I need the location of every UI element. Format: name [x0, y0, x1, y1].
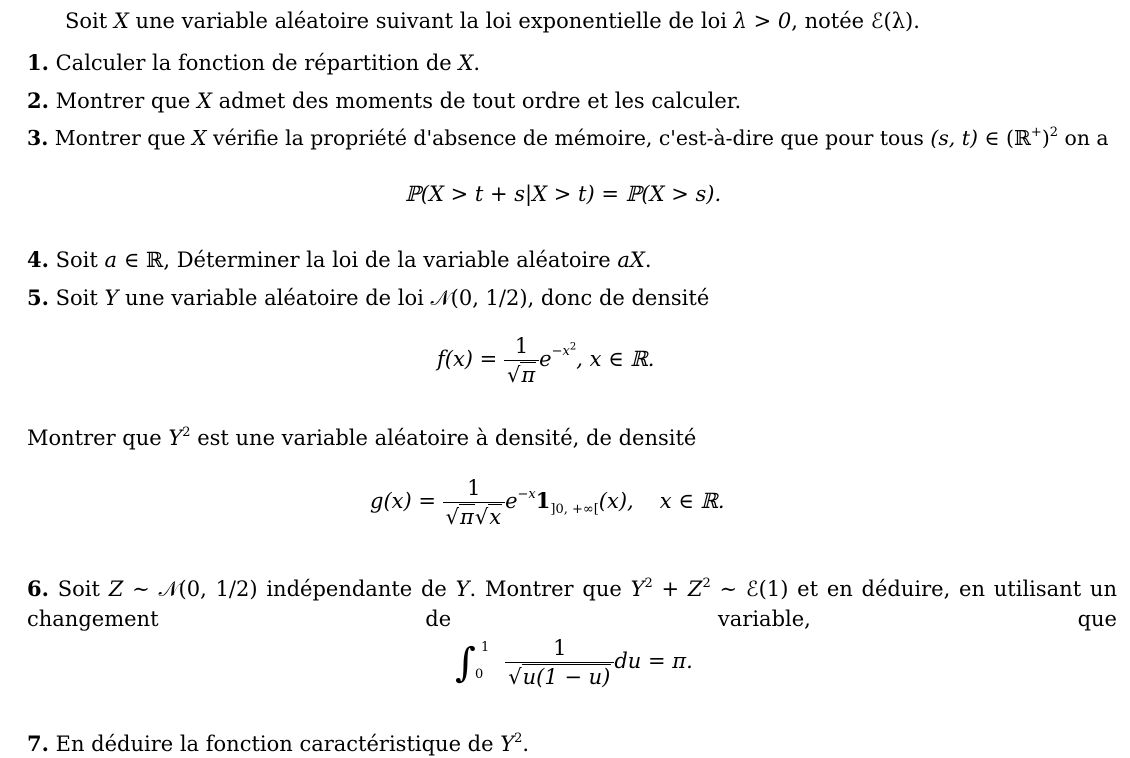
- question-3-number: 3.: [27, 126, 49, 150]
- question-3-text-3: on a: [1058, 126, 1109, 150]
- question-4-text-1: Soit: [48, 248, 105, 272]
- pair-s-t: (s, t): [930, 126, 978, 150]
- sqrt-icon: √: [506, 363, 521, 388]
- intro-text-2: une variable aléatoire suivant la loi exponentielle de loi: [128, 9, 734, 33]
- question-6-text-3: . Montrer que: [469, 577, 631, 601]
- density-g-formula: [370, 476, 725, 529]
- question-5: [27, 287, 709, 309]
- indicator-symbol: 1: [535, 488, 551, 514]
- memoryless-formula: [405, 184, 721, 205]
- question-1-end: .: [473, 51, 481, 75]
- indicator-interval: ]0, +∞[: [550, 502, 599, 518]
- g-domain: x ∈ ℝ.: [659, 489, 725, 514]
- var-ax: aX: [617, 248, 645, 272]
- var-x: X: [192, 126, 207, 150]
- integral-den-expression: u(1 − u): [522, 665, 611, 690]
- f-exponent-square: 2: [569, 341, 577, 353]
- question-6-text-4: et en déduire, en utilisant un changement de variable, que: [27, 577, 1117, 631]
- f-exponent: −x: [551, 344, 570, 360]
- z-square-exponent: 2: [702, 576, 711, 591]
- question-6-text-2: ∼ 𝒩(0, 1/2) indépendante de: [123, 577, 456, 601]
- normal-law: 𝒩(0, 1/2): [430, 286, 528, 310]
- memoryless-equation: ℙ(X > t + s|X > t) = ℙ(X > s).: [405, 182, 722, 206]
- plus-superscript: +: [1030, 125, 1042, 140]
- question-2-text-2: admet des moments de tout ordre et les calculer.: [211, 89, 742, 113]
- integral-upper-bound: 1: [481, 639, 490, 655]
- plus-sign: +: [652, 577, 688, 601]
- y-square-exponent: 2: [514, 731, 523, 746]
- question-1-text: Calculer la fonction de répartition de: [48, 51, 459, 75]
- var-z: Z: [687, 577, 703, 601]
- g-lhs: g(x) =: [370, 489, 436, 514]
- var-y: Y: [500, 732, 515, 756]
- var-y: Y: [630, 577, 645, 601]
- var-y: Y: [168, 426, 183, 450]
- question-3-text-2: vérifie la propriété d'absence de mémoire, c'est-à-dire que pour tous: [206, 126, 931, 150]
- question-7: [27, 733, 529, 755]
- question-5-text-3: , donc de densité: [527, 286, 710, 310]
- g-exponent: −x: [517, 487, 536, 503]
- integral-symbol: ∫: [455, 639, 476, 686]
- var-y: Y: [455, 577, 470, 601]
- intro-line: [65, 11, 920, 32]
- g-den-x: x: [489, 505, 502, 530]
- g-denominator: [443, 503, 505, 529]
- exponential-law: ℰ(λ): [870, 9, 914, 33]
- integral-denominator: [505, 663, 614, 689]
- var-x: X: [113, 9, 129, 33]
- question-5-text-2: une variable aléatoire de loi: [118, 286, 431, 310]
- sqrt-icon: √: [474, 505, 489, 530]
- question-7-end: .: [522, 732, 530, 756]
- y-square-exponent: 2: [182, 425, 191, 440]
- f-exp-base: e: [539, 347, 552, 372]
- question-4-text-2: ∈ ℝ, Déterminer la loi de la variable aléatoire: [117, 248, 618, 272]
- intro-text-1: Soit: [65, 9, 114, 33]
- g-argument: (x),: [598, 489, 634, 514]
- question-4: [27, 249, 652, 271]
- question-3: [27, 125, 1109, 150]
- f-fraction: [504, 334, 539, 387]
- f-denominator: [504, 361, 539, 387]
- sqrt-icon: √: [508, 665, 522, 690]
- question-6-number: 6.: [27, 576, 49, 601]
- question-5-number: 5.: [27, 285, 49, 310]
- sqrt-icon: √: [445, 505, 460, 530]
- show-text-2: est une variable aléatoire à densité, de densité: [190, 426, 697, 450]
- var-y: Y: [104, 286, 119, 310]
- sum-law: ∼ ℰ(1): [710, 577, 789, 601]
- show-text-1: Montrer que: [27, 426, 169, 450]
- question-2: [27, 90, 741, 112]
- var-x: X: [196, 89, 212, 113]
- question-1: [27, 52, 480, 74]
- var-a: a: [104, 248, 118, 272]
- g-numerator: 1: [443, 476, 505, 503]
- question-4-end: .: [644, 248, 652, 272]
- integral-icon: [455, 639, 490, 686]
- question-2-number: 2.: [27, 88, 49, 113]
- question-3-text-1: Montrer que: [48, 126, 193, 150]
- square-exponent: 2: [1049, 125, 1059, 140]
- g-den-pi: π: [460, 505, 474, 530]
- question-4-number: 4.: [27, 247, 49, 272]
- density-f-formula: [437, 334, 654, 387]
- g-exp-base: e: [505, 489, 518, 514]
- question-7-text: En déduire la fonction caractéristique de: [48, 732, 501, 756]
- integral-fraction: [505, 636, 614, 689]
- set-r: ∈ (ℝ: [977, 126, 1031, 150]
- intro-text-3: , notée: [791, 9, 871, 33]
- question-5-text-1: Soit: [48, 286, 105, 310]
- integral-lower-bound: 0: [475, 666, 484, 682]
- question-6-text-1: Soit: [48, 577, 109, 601]
- set-close: ): [1041, 126, 1050, 150]
- question-7-number: 7.: [27, 731, 49, 756]
- y-square-exponent: 2: [644, 576, 653, 591]
- g-fraction: [443, 476, 505, 529]
- f-lhs: f(x) =: [437, 347, 498, 372]
- question-1-number: 1.: [27, 50, 49, 75]
- lambda-condition: λ > 0: [733, 9, 792, 33]
- question-2-text-1: Montrer que: [48, 89, 197, 113]
- f-numerator: 1: [504, 334, 539, 361]
- integral-rhs: du = π.: [614, 649, 693, 674]
- f-domain: , x ∈ ℝ.: [576, 347, 655, 372]
- f-den-pi: π: [521, 363, 536, 388]
- var-x: X: [458, 51, 474, 75]
- var-z: Z: [108, 577, 124, 601]
- integral-formula: [455, 636, 693, 689]
- question-5-show: [27, 425, 697, 450]
- integral-numerator: 1: [505, 636, 614, 663]
- intro-end: .: [913, 9, 920, 33]
